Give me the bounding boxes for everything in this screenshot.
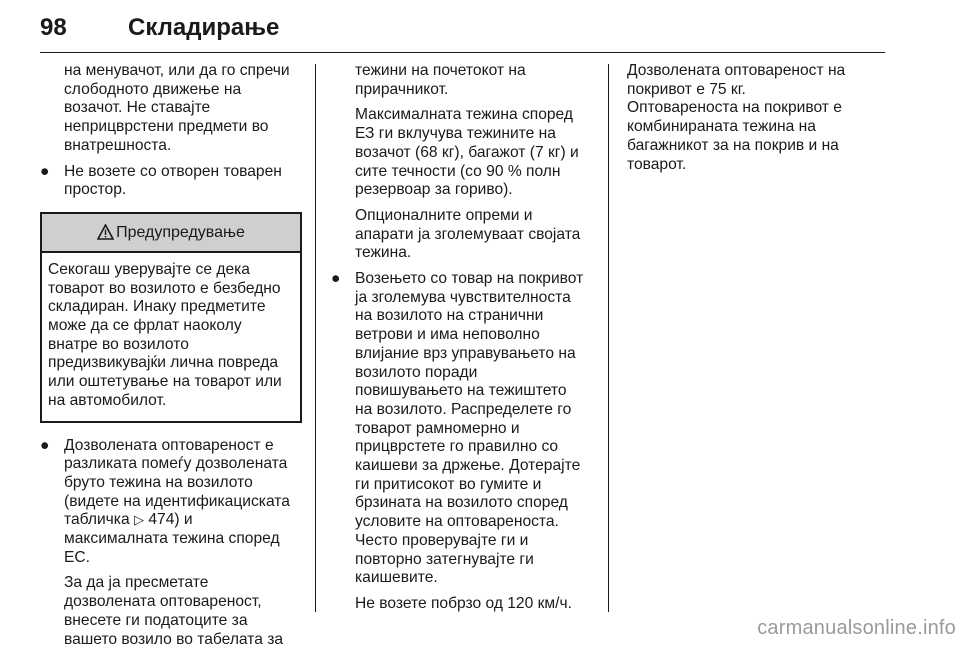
- page-header: [40, 8, 885, 53]
- column-2: [331, 62, 596, 614]
- roof-load-paragraph: Дозволената оптовареност на покривот е 75 кг. Оптовареноста на покривот е комбинираната тежина на багажникот за на покрив и на товарот.: [627, 62, 846, 173]
- column-divider: [608, 64, 609, 612]
- speed-paragraph: Не возете побрзо од 120 км/ч.: [355, 594, 572, 612]
- chapter-title: Складирање: [128, 14, 280, 41]
- list-item: ● Дозволената оптовареност е разликата помеѓу дозволената бруто тежина на возилото (видете на идентификациската табличка ▷ 474) и максималната тежина според ЕС.: [40, 436, 290, 566]
- intro-paragraph: на менувачот, или да го спречи слободното движење на возачот. Не ставајте неприцврстени предмети во внатрешноста.: [64, 62, 290, 154]
- max-weight-paragraph: Максималната тежина според ЕЗ ги вклучува тежините на возачот (68 кг), багажот (7 кг) и сите течности (со 90 % полн резервоар за гориво).: [355, 106, 579, 199]
- warning-box: [40, 212, 302, 423]
- column-1: [40, 62, 302, 649]
- list-item: ● Не возете со отворен товарен простор.: [40, 162, 282, 199]
- weights-paragraph: тежини на почетокот на прирачникот.: [355, 62, 526, 98]
- page-reference-link[interactable]: 474) и: [148, 511, 193, 529]
- calc-paragraph: За да ја пресметате дозволената оптовареност, внесете ги податоците за вашето возило во табелата за: [64, 574, 284, 648]
- arrow-ref-icon: ▷: [134, 512, 144, 528]
- warning-text: Секогаш уверувајте се дека товарот во возилото е безбедно складиран. Инаку предметите може да се фрлат наоколу внатре во возилото предизвикувајќи лична повреда или оштетување на товарот или на автомобилот.: [48, 260, 282, 409]
- bullet-icon: ●: [40, 436, 50, 454]
- list-item: ● Возењето со товар на покривот ја зголемува чувствителноста на возилото на странични ветрови и има неповолно влијание врз управувањето на возилото поради повишувањето на тежиштето на возилото. Распределете го товарот рамномерно и прицврстете го правилно со каишеви за држење. Дотерајте ги притисокот во гумите и брзината на возилото според условите на оптовареноста. Често проверувајте ги и повторно затегнувајте ги каишевите.: [331, 270, 584, 587]
- watermark: carmanualsonline.info: [757, 617, 956, 639]
- column-divider: [315, 64, 316, 612]
- page-number: 98: [40, 14, 67, 41]
- warning-triangle-icon: [97, 224, 114, 240]
- warning-heading: Предупредување: [42, 214, 300, 253]
- column-3: [627, 62, 889, 174]
- bullet-icon: ●: [331, 270, 341, 288]
- options-paragraph: Опционалните опреми и апарати ја зголемуваат својата тежина.: [355, 206, 581, 262]
- bullet-icon: ●: [40, 162, 50, 180]
